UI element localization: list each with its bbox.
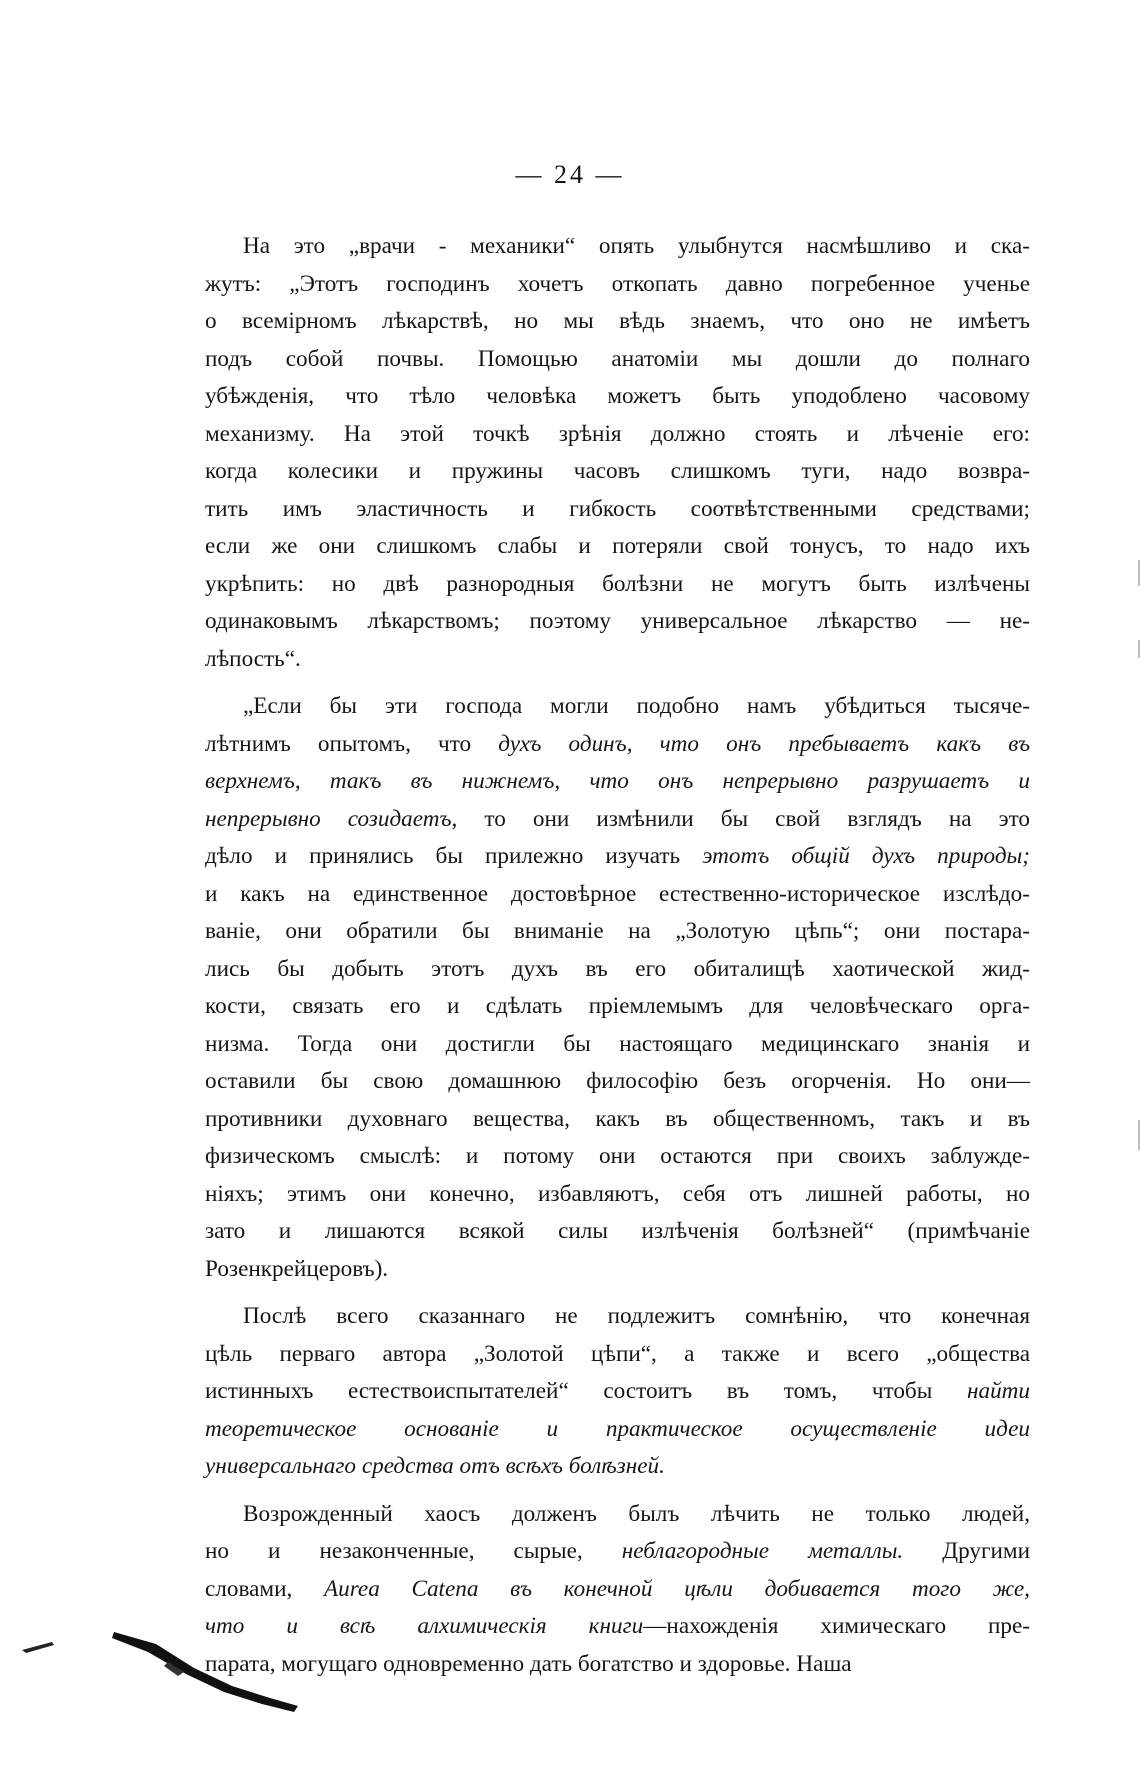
italic-text: неблагородные металлы.: [621, 1538, 904, 1564]
text-segment: физическомъ смыслѣ: и потому они остаются при своихъ заблужде-: [205, 1143, 1030, 1169]
text-segment: когда колесики и пружины часовъ слишкомъ туги, надо возвра-: [205, 458, 1030, 484]
text-line: [205, 1336, 1030, 1374]
text-segment: жутъ: „Этотъ господинъ хочетъ откопать давно погребенное ученье: [205, 270, 1030, 297]
text-line: [205, 1101, 1030, 1139]
text-segment: оставили бы свою домашнюю философію безъ огорченія. Но они—: [205, 1068, 1030, 1094]
text-line: [205, 1373, 1030, 1411]
text-line: [205, 1213, 1030, 1251]
text-line: [205, 453, 1030, 491]
text-line: [205, 378, 1030, 416]
text-segment: лѣпость“.: [205, 645, 301, 672]
text-line: [205, 1533, 1030, 1571]
text-line: [205, 951, 1030, 989]
text-segment: дѣло и принялись бы прилежно изучать: [205, 843, 703, 869]
text-line: [205, 988, 1030, 1026]
text-segment: зато и лишаются всякой силы излѣченія болѣзней“ (примѣчаніе: [205, 1218, 1030, 1244]
text-line: [205, 566, 1030, 604]
italic-text: что и всѣ алхимическія книги: [205, 1613, 644, 1639]
italic-text: теоретическое основаніе и практическое осуществленіе идеи: [205, 1415, 1030, 1442]
italic-text: универсальнаго средства отъ всѣхъ болѣзней.: [205, 1453, 665, 1479]
text-segment: подъ собой почвы. Помощью анатоміи мы дошли до полнаго: [205, 345, 1030, 372]
text-line: [205, 1571, 1030, 1609]
text-line: [205, 1138, 1030, 1176]
italic-text: этотъ общій духъ природы;: [702, 843, 1030, 869]
text-segment: кости, связать его и сдѣлать пріемлемымъ для человѣческаго орга-: [205, 993, 1030, 1019]
text-segment: словами,: [205, 1575, 324, 1602]
text-segment: одинаковымъ лѣкарствомъ; поэтому универсальное лѣкарство — не-: [205, 608, 1030, 634]
text-line: [205, 1496, 1030, 1534]
text-line: [205, 228, 1030, 266]
text-segment: Розенкрейцеровъ).: [205, 1255, 389, 1282]
text-segment: механизму. На этой точкѣ зрѣнія должно стоять и лѣченіе его:: [205, 420, 1030, 447]
page-number: — 24 —: [515, 160, 625, 189]
text-segment: парата, могущаго одновременно дать богатство и здоровье. Наша: [205, 1650, 852, 1677]
text-segment: На это „врачи - механики“ опять улыбнутся насмѣшливо и ска-: [243, 233, 1030, 259]
paragraph: [205, 228, 1030, 678]
text-line: [205, 491, 1030, 529]
text-segment: Другими: [903, 1538, 1030, 1564]
text-segment: —нахожденія химическаго пре-: [643, 1613, 1031, 1639]
text-line: [205, 838, 1030, 876]
italic-text: верхнемъ, такъ въ нижнемъ, что онъ непрерывно разрушаетъ и: [205, 768, 1030, 794]
text-line: [205, 726, 1030, 764]
paragraph: [205, 688, 1030, 1288]
text-line: [205, 801, 1030, 839]
text-line: [205, 416, 1030, 454]
text-segment: лись бы добыть этотъ духъ въ его обиталищѣ хаотической жид-: [205, 955, 1030, 982]
text-segment: и какъ на единственное достовѣрное естественно-историческое изслѣдо-: [205, 880, 1030, 907]
text-segment: истинныхъ естествоиспытателей“ состоитъ въ томъ, чтобы: [205, 1378, 967, 1404]
text-line: [205, 303, 1030, 341]
text-line: [205, 876, 1030, 914]
text-line: [205, 688, 1030, 726]
text-line: [205, 266, 1030, 304]
text-segment: „Если бы эти господа могли подобно намъ убѣдиться тысяче-: [243, 693, 1030, 719]
italic-text: духъ одинъ, что онъ пребываетъ какъ въ: [498, 730, 1030, 757]
text-segment: , то они измѣнили бы свой взглядъ на это: [451, 805, 1031, 832]
text-segment: Послѣ всего сказаннаго не подлежитъ сомнѣнію, что конечная: [243, 1303, 1030, 1329]
text-segment: убѣжденія, что тѣло человѣка можетъ быть уподоблено часовому: [205, 383, 1030, 409]
text-segment: Возрожденный хаосъ долженъ былъ лѣчить не только людей,: [243, 1500, 1030, 1527]
italic-text: найти: [966, 1378, 1030, 1404]
text-line: [205, 763, 1030, 801]
text-segment: укрѣпить: но двѣ разнородныя болѣзни не могутъ быть излѣчены: [205, 570, 1030, 597]
text-line: [205, 1251, 1030, 1289]
text-line: [205, 1026, 1030, 1064]
scan-smudge: [18, 1628, 338, 1718]
text-segment: цѣль перваго автора „Золотой цѣпи“, а также и всего „общества: [205, 1340, 1030, 1367]
text-segment: противники духовнаго вещества, какъ въ общественномъ, такъ и въ: [205, 1105, 1030, 1132]
body-text: [205, 228, 1030, 1683]
text-line: [205, 528, 1030, 566]
text-segment: тить имъ эластичность и гибкость соотвѣтственными средствами;: [205, 495, 1030, 522]
text-line: [205, 1063, 1030, 1101]
text-segment: лѣтнимъ опытомъ, что: [205, 730, 499, 757]
text-segment: ніяхъ; этимъ они конечно, избавляютъ, себя отъ лишней работы, но: [205, 1180, 1030, 1207]
text-segment: о всемірномъ лѣкарствѣ, но мы вѣдь знаемъ, что оно не имѣетъ: [205, 308, 1030, 334]
text-line: [205, 1298, 1030, 1336]
paragraph: [205, 1298, 1030, 1486]
text-line: [205, 1411, 1030, 1449]
text-line: [205, 1448, 1030, 1486]
italic-text: непрерывно созидаетъ: [205, 805, 452, 832]
text-line: [205, 641, 1030, 679]
text-segment: низма. Тогда они достигли бы настоящаго медицинскаго знанія и: [205, 1030, 1030, 1057]
text-line: [205, 603, 1030, 641]
text-segment: ваніе, они обратили бы вниманіе на „Золотую цѣпь“; они постара-: [205, 918, 1030, 944]
italic-text: Aurea Catena въ конечной цѣли добивается того же,: [323, 1575, 1030, 1602]
text-segment: но и незаконченные, сырые,: [205, 1538, 622, 1564]
text-line: [205, 913, 1030, 951]
text-line: [205, 341, 1030, 379]
text-line: [205, 1176, 1030, 1214]
text-segment: если же они слишкомъ слабы и потеряли свой тонусъ, то надо ихъ: [205, 533, 1030, 559]
